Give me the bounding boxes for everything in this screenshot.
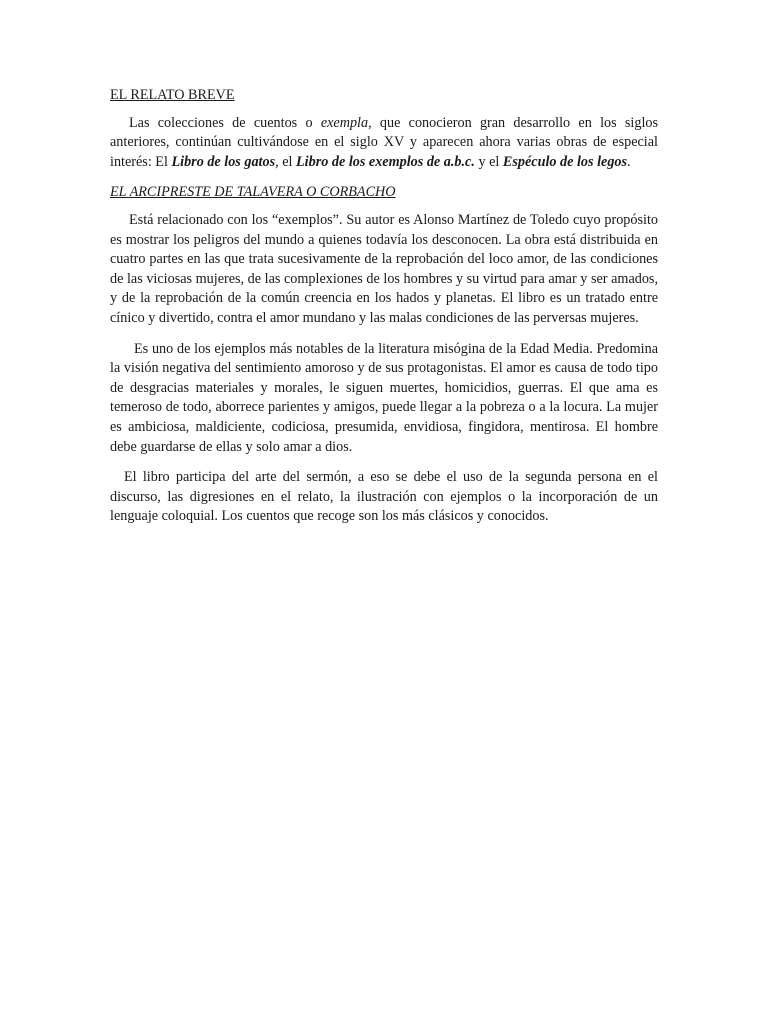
- section-title-arcipreste: EL ARCIPRESTE DE TALAVERA O CORBACHO: [110, 184, 396, 201]
- paragraph-text: Las colecciones de cuentos o: [129, 114, 321, 131]
- paragraph-relato-breve: [110, 114, 658, 173]
- book-title-gatos: Libro de los gatos: [171, 153, 276, 170]
- italic-term-exempla: exempla: [320, 114, 369, 131]
- paragraph-text: , que conocieron gran desarrollo en los siglos anteriores, continúan cultivándose en el siglo XV y aparecen ahora varias obras de especial interés: El: [110, 114, 659, 170]
- paragraph-text: , el: [275, 153, 297, 170]
- paragraph-text: y el: [474, 153, 503, 170]
- paragraph-text: .: [627, 153, 631, 170]
- document-page: [110, 86, 658, 527]
- paragraph-arcipreste-1: Está relacionado con los “exemplos”. Su autor es Alonso Martínez de Toledo cuyo propósito es mostrar los peligros del mundo a quienes todavía los desconocen. La obra está distribuida en cuatro partes en las que trata sucesivamente de la reprobación del loco amor, de las condiciones de las viciosas mujeres, de las complexiones de los hombres y su virtud para amar y ser amados, y de la reprobación de la común creencia en los hados y planetas. El libro es un tratado entre cínico y divertido, contra el amor mundano y las malas condiciones de las perversas mujeres.: [110, 211, 658, 326]
- paragraph-arcipreste-2: Es uno de los ejemplos más notables de la literatura misógina de la Edad Media. Predomina la visión negativa del sentimiento amoroso y de sus protagonistas. El amor es causa de todo tipo de desgracias materiales y morales, le siguen muertes, homicidios, guerras. El que ama es temeroso de todo, aborrece parientes y amigos, puede llegar a la pobreza o a la locura. La mujer es ambiciosa, maldiciente, codiciosa, presumida, envidiosa, fingidora, mentirosa. El hombre debe guardarse de ellas y solo amar a dios.: [110, 340, 658, 455]
- book-title-especulo: Espéculo de los legos: [502, 153, 628, 170]
- book-title-exemplos: Libro de los exemplos de a.b.c.: [296, 153, 475, 170]
- section-title-relato-breve: EL RELATO BREVE: [110, 87, 235, 103]
- paragraph-arcipreste-3: El libro participa del arte del sermón, a eso se debe el uso de la segunda persona en el discurso, las digresiones en el relato, la ilustración con ejemplos o la incorporación de un lenguaje coloquial. Los cuentos que recoge son los más clásicos y conocidos.: [110, 469, 658, 525]
